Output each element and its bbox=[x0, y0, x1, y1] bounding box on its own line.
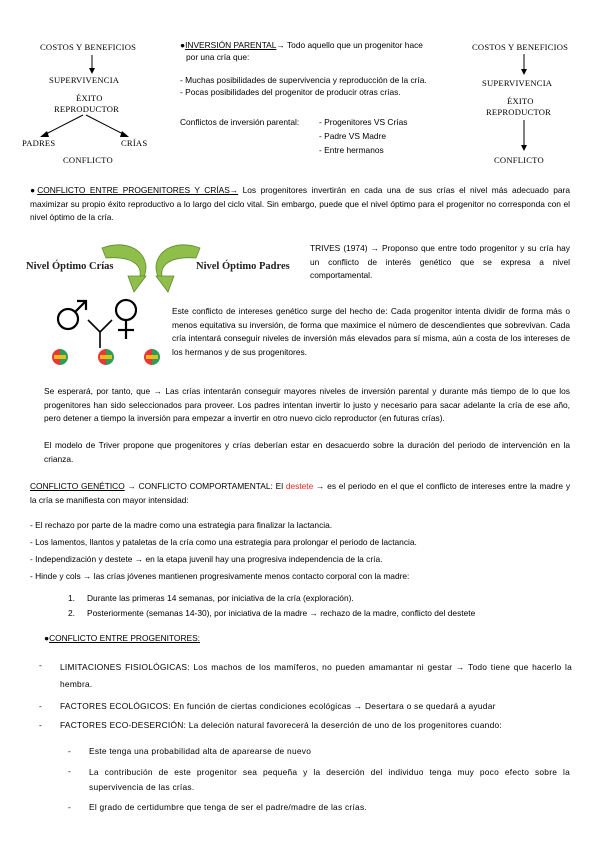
arrow-down-icon bbox=[520, 120, 528, 152]
conflict-item-1: - Progenitores VS Crías bbox=[319, 117, 408, 127]
paragraph-trivers-model: El modelo de Triver propone que progenitores y crías deberían estar en desacuerdo sobre la duración del periodo de intervención en la crianza. bbox=[44, 440, 570, 464]
genetic-conflict-middle: → CONFLICTO COMPORTAMENTAL: El bbox=[124, 481, 286, 491]
paragraph-conflict-origin: Este conflicto de intereses genético surge del hecho de: Cada progenitor intenta dividir de forma más o menos equitativa su inversión, de forma que maximice el número de descendientes que sobrevivan. Cada cría intentará conseguir niveles de inversión más elevados para sí misma, aún a costa de los intereses de los hermanos y de sus progenitores. bbox=[172, 306, 570, 357]
conflicts-label: Conflictos de inversión parental: bbox=[180, 117, 300, 127]
diagram-left-offspring: CRÍAS bbox=[121, 138, 148, 148]
parental-investment-definition-2: por una cría que: bbox=[186, 52, 250, 62]
desertion-condition-2: La contribución de este progenitor sea pequeña y la deserción del individuo tenga muy poco efecto sobre la supervivencia de las crías. bbox=[89, 767, 570, 792]
section-text: Los progenitores invertirán en cada una de sus crías el nivel más adecuado para maximizar su propio éxito reproductivo a lo largo del ciclo vital. Sin embargo, puede que el nivel óptimo para el progenitor no corresponda con el nivel óptimo de la cría. bbox=[30, 185, 570, 222]
diagram-right-survival: SUPERVIVENCIA bbox=[482, 78, 553, 88]
dash: - bbox=[68, 766, 71, 776]
section-heading: CONFLICTO ENTRE PROGENITORES Y CRÍAS bbox=[37, 185, 230, 195]
section-heading: CONFLICTO ENTRE PROGENITORES bbox=[49, 633, 198, 643]
factor-physiological: LIMITACIONES FISIOLÓGICAS: Los machos de los mamíferos, no pueden amamantar ni gestar → Todo tiene que hacerlo la hembra. bbox=[60, 662, 572, 689]
weaning-highlight: destete bbox=[285, 481, 314, 491]
genetic-conflict-rest: → es el periodo en el que el conflicto de intereses entre la madre y la cría se manifiesta con mayor intensidad: bbox=[30, 481, 571, 505]
branch-arrows-icon bbox=[30, 113, 145, 141]
figure-label-offspring: Nivel Óptimo Crías bbox=[26, 261, 114, 272]
female-symbol-icon bbox=[112, 297, 142, 345]
cell-3 bbox=[144, 349, 160, 365]
factor-eco-desertion: FACTORES ECO-DESERCIÓN: La deleción natural favorecerá la deserción de uno de los progenitores cuando: bbox=[60, 720, 502, 730]
list-item: - El rechazo por parte de la madre como una estrategia para finalizar la lactancia. bbox=[30, 520, 333, 530]
offspring-cells-icon bbox=[48, 347, 168, 367]
factor-ecological: FACTORES ECOLÓGICOS: En función de ciertas condiciones ecológicas → Desertara o se quedará a ayudar bbox=[60, 701, 496, 711]
list-number: 2. bbox=[68, 608, 75, 618]
dash: - bbox=[39, 660, 42, 670]
list-item: - Los lamentos, llantos y pataletas de la cría como una estrategia para prolongar el periodo de lactancia. bbox=[30, 537, 417, 547]
arrow-down-icon bbox=[88, 55, 96, 75]
list-item: Posteriormente (semanas 14-30), por iniciativa de la madre → rechazo de la madre, conflicto del destete bbox=[87, 608, 476, 618]
diagram-right-success-1: ÉXITO bbox=[507, 96, 534, 106]
conflict-item-2: - Padre VS Madre bbox=[319, 131, 387, 141]
section-parent-offspring-conflict bbox=[30, 184, 570, 225]
diagram-left-success-1: ÉXITO bbox=[76, 93, 103, 103]
curved-arrows-icon bbox=[96, 236, 206, 294]
paragraph-expectation: Se esperará, por tanto, que → Las crías intentarán conseguir mayores niveles de inversión parental y durante más tiempo de lo que los progenitores han sido seleccionados para proveer. Los padres intentan invertir lo justo y necesario para sacar adelante la cría de ese año, pero detener a tiempo la inversión para empezar a invertir en otro nuevo ciclo reproductor (en futuras crías). bbox=[44, 386, 570, 423]
cell-1 bbox=[52, 349, 68, 365]
investment-point-1: - Muchas posibilidades de supervivencia y reproducción de la cría. bbox=[180, 75, 427, 85]
diagram-left-conflict: CONFLICTO bbox=[63, 155, 113, 165]
parental-investment-heading: INVERSIÓN PARENTAL bbox=[185, 40, 277, 50]
diagram-left-parents: PADRES bbox=[22, 138, 56, 148]
bullet: ● bbox=[44, 633, 50, 643]
section-parents-conflict-heading bbox=[44, 632, 200, 644]
heading-colon: : bbox=[197, 633, 200, 643]
investment-point-2: - Pocas posibilidades del progenitor de producir otras crías. bbox=[180, 87, 401, 97]
diagram-left-success-2: REPRODUCTOR bbox=[54, 104, 120, 114]
arrow-glyph: → bbox=[229, 185, 239, 195]
diagram-right-title: COSTOS Y BENEFICIOS bbox=[472, 42, 569, 52]
diagram-left-survival: SUPERVIVENCIA bbox=[49, 75, 120, 85]
trivers-note: TRIVES (1974) → Proponso que entre todo progenitor y su cría hay un conflicto de interés genético que se expresa a nivel comportamental. bbox=[310, 243, 570, 280]
desertion-condition-3: El grado de certidumbre que tenga de ser el padre/madre de las crías. bbox=[89, 802, 367, 812]
conflict-item-3: - Entre hermanos bbox=[319, 145, 384, 155]
desertion-condition-1: Este tenga una probabilidad alta de aparearse de nuevo bbox=[89, 746, 312, 756]
figure-label-parents: Nivel Óptimo Padres bbox=[196, 261, 290, 272]
genetic-conflict-intro bbox=[30, 479, 570, 507]
list-item: - Independización y destete → en la etapa juvenil hay una progresiva independencia de la cría. bbox=[30, 554, 383, 564]
arrow-down-icon bbox=[520, 54, 528, 76]
genetic-conflict-label: CONFLICTO GENÉTICO bbox=[30, 481, 125, 491]
cell-2 bbox=[98, 349, 114, 365]
dash: - bbox=[39, 701, 42, 711]
parental-investment-definition: → Todo aquello que un progenitor hace bbox=[276, 40, 423, 50]
list-number: 1. bbox=[68, 593, 75, 603]
dash: - bbox=[39, 720, 42, 730]
diagram-left-title: COSTOS Y BENEFICIOS bbox=[40, 42, 137, 52]
diagram-right-conflict: CONFLICTO bbox=[494, 155, 544, 165]
bullet: ● bbox=[30, 185, 38, 195]
bullet: ● bbox=[180, 40, 186, 50]
dash: - bbox=[68, 802, 71, 812]
dash: - bbox=[68, 746, 71, 756]
list-item: - Hinde y cols → las crías jóvenes mantienen progresivamente menos contacto corporal con la madre: bbox=[30, 571, 410, 581]
list-item: Durante las primeras 14 semanas, por iniciativa de la cría (exploración). bbox=[87, 593, 354, 603]
diagram-right-success-2: REPRODUCTOR bbox=[486, 107, 552, 117]
